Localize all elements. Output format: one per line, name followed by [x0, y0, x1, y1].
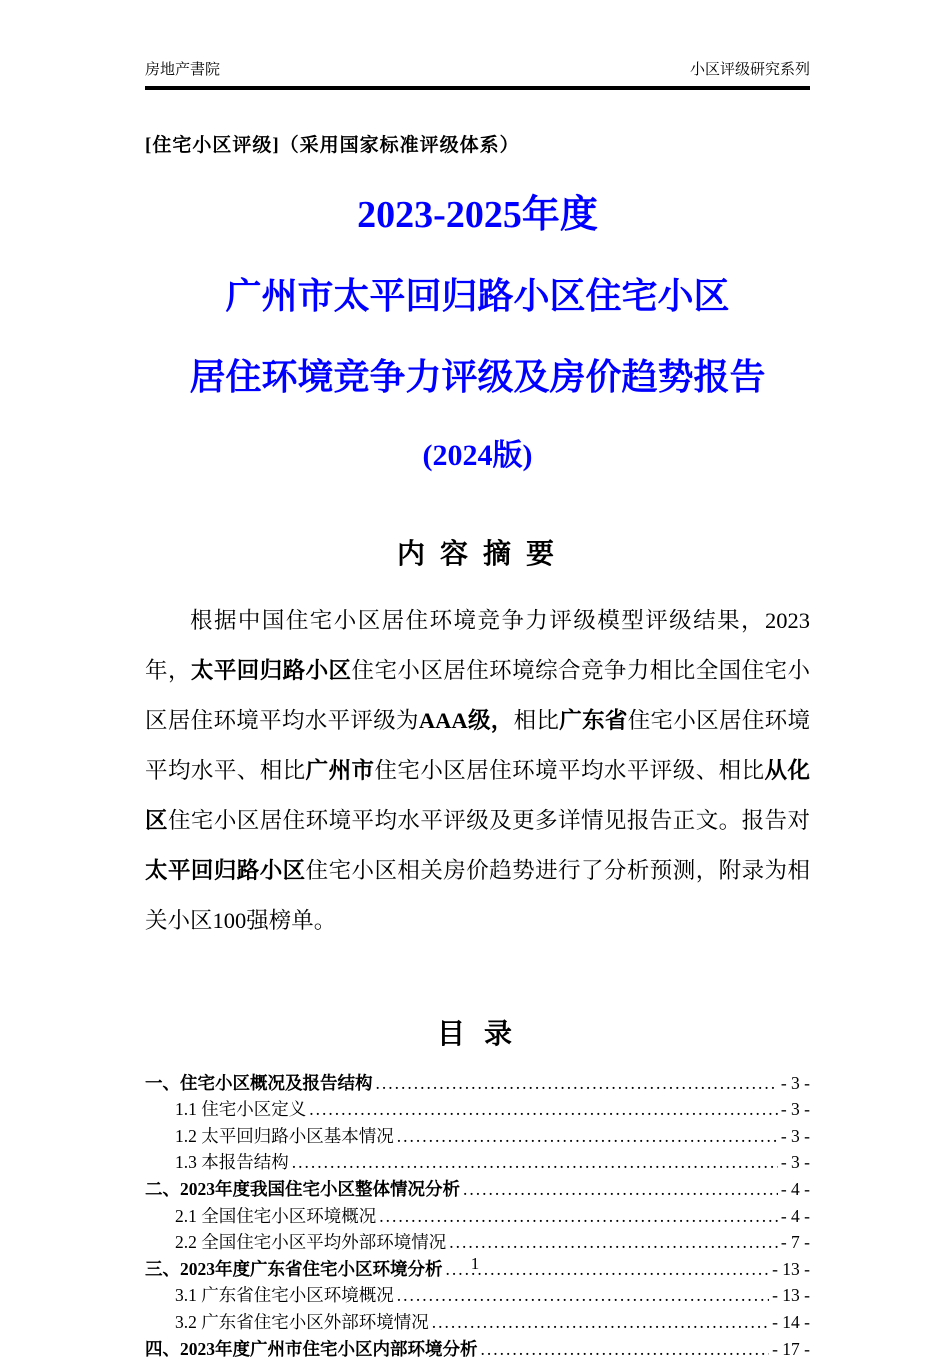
toc-item[interactable]	[145, 1123, 810, 1150]
toc-item[interactable]	[145, 1336, 810, 1362]
toc-item-label: 2.2 全国住宅小区平均外部环境情况	[175, 1229, 446, 1256]
toc-leader-dots	[481, 1336, 770, 1362]
toc-item-page: - 13 -	[772, 1282, 810, 1309]
summary-segment-bold: 广州市	[306, 758, 375, 783]
toc-leader-dots	[449, 1229, 778, 1256]
toc-item-page: - 4 -	[781, 1176, 810, 1203]
title-line-1: 2023-2025年度	[145, 183, 810, 238]
header-right-text: 小区评级研究系列	[690, 58, 810, 79]
summary-segment-bold: AAA级，	[419, 708, 514, 733]
toc-item-label: 1.2 太平回归路小区基本情况	[175, 1123, 394, 1150]
toc-item-label: 1.3 本报告结构	[175, 1149, 289, 1176]
toc-leader-dots	[376, 1070, 778, 1097]
summary-segment-bold: 太平回归路小区	[145, 858, 306, 883]
toc-item[interactable]	[145, 1282, 810, 1309]
summary-segment: 住宅小区居住环境平均水平评级、相比	[374, 758, 764, 783]
toc-leader-dots	[397, 1282, 769, 1309]
toc-item-label: 1.1 住宅小区定义	[175, 1096, 306, 1123]
page-number: 1	[0, 1254, 950, 1274]
toc-item[interactable]	[145, 1176, 810, 1203]
toc-item-page: - 3 -	[781, 1070, 810, 1097]
summary-segment: 根据中国住宅小区居住环境竞争力评级模型评级结果，2023年，	[145, 608, 810, 683]
toc-item-label: 2.1 全国住宅小区环境概况	[175, 1203, 376, 1230]
summary-segment: 住宅小区居住环境平均水平、相比	[145, 708, 810, 783]
toc-leader-dots	[309, 1096, 778, 1123]
title-line-2: 广州市太平回归路小区住宅小区	[145, 268, 810, 319]
toc-item-page: - 4 -	[781, 1203, 810, 1230]
summary-segment-bold: 从化区	[145, 758, 810, 833]
summary-segment: 住宅小区居住环境综合竞争力相比全国住宅小区居住环境平均水平评级为	[145, 658, 810, 733]
page-header	[145, 58, 810, 90]
toc-item-page: - 3 -	[781, 1149, 810, 1176]
toc-item-page: - 17 -	[772, 1336, 810, 1362]
title-block	[145, 183, 810, 474]
toc-item-label: 二、2023年度我国住宅小区整体情况分析	[145, 1176, 460, 1203]
toc-item-page: - 7 -	[781, 1229, 810, 1256]
toc-item-label: 3.2 广东省住宅小区外部环境情况	[175, 1309, 429, 1336]
toc-item[interactable]	[145, 1096, 810, 1123]
title-line-4: (2024版)	[145, 430, 810, 474]
toc-leader-dots	[379, 1203, 778, 1230]
toc-item[interactable]	[145, 1203, 810, 1230]
header-left-text: 房地产書院	[145, 58, 220, 79]
toc-item-label: 三、2023年度广东省住宅小区环境分析	[145, 1256, 443, 1283]
toc-item-label: 四、2023年度广州市住宅小区内部环境分析	[145, 1336, 478, 1362]
title-line-3: 居住环境竞争力评级及房价趋势报告	[145, 349, 810, 400]
toc-leader-dots	[397, 1123, 778, 1150]
toc-item[interactable]	[145, 1149, 810, 1176]
toc-leader-dots	[463, 1176, 778, 1203]
toc-heading: 目 录	[145, 1012, 810, 1052]
toc-item-page: - 13 -	[772, 1256, 810, 1283]
toc-leader-dots	[432, 1309, 769, 1336]
summary-segment-bold: 广东省	[559, 708, 627, 733]
summary-segment: 住宅小区居住环境平均水平评级及更多详情见报告正文。报告对	[168, 808, 810, 833]
toc-leader-dots	[292, 1149, 778, 1176]
report-tag: [住宅小区评级]（采用国家标准评级体系）	[145, 130, 810, 157]
summary-segment: 相比	[514, 708, 560, 733]
toc-item-page: - 3 -	[781, 1123, 810, 1150]
summary-segment: 住宅小区相关房价趋势进行了分析预测，附录为相关小区100强榜单。	[145, 858, 810, 933]
toc-item-label: 一、住宅小区概况及报告结构	[145, 1070, 373, 1097]
toc-item-page: - 3 -	[781, 1096, 810, 1123]
summary-heading: 内 容 摘 要	[145, 532, 810, 572]
toc-item-label: 3.1 广东省住宅小区环境概况	[175, 1282, 394, 1309]
summary-segment-bold: 太平回归路小区	[191, 658, 352, 683]
toc-item[interactable]	[145, 1070, 810, 1097]
toc-item[interactable]	[145, 1309, 810, 1336]
toc-item-page: - 14 -	[772, 1309, 810, 1336]
summary-paragraph	[145, 596, 810, 946]
toc-item[interactable]	[145, 1229, 810, 1256]
table-of-contents	[145, 1070, 810, 1362]
